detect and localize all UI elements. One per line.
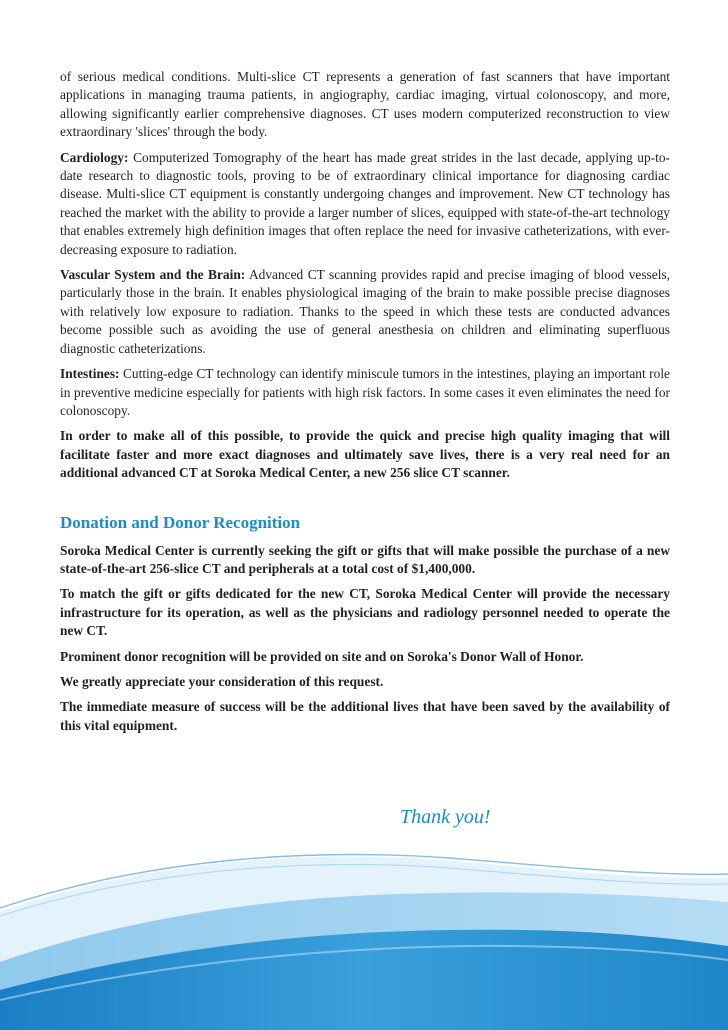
document-body bbox=[60, 68, 670, 742]
donation-paragraph: We greatly appreciate your consideration of this request. bbox=[60, 673, 384, 689]
thank-you-text: Thank you! bbox=[400, 806, 491, 828]
intestines-paragraph bbox=[60, 365, 670, 420]
vascular-text: Advanced CT scanning provides rapid and precise imaging of blood vessels, particularly those in the brain. It enables physiological imaging of the brain to make possible precise diagnoses with relatively low exposure to radiation. Thanks to the speed in which these tests are conducted advances become possible such as avoiding the use of general anesthesia on children and eliminating superfluous diagnostic catheterizations. bbox=[60, 267, 670, 356]
vascular-paragraph bbox=[60, 266, 670, 358]
cardiology-lead: Cardiology: bbox=[60, 149, 129, 165]
cardiology-paragraph bbox=[60, 149, 670, 259]
summary-paragraph: In order to make all of this possible, to provide the quick and precise high quality imaging that will facilitate faster and more exact diagnoses and ultimately save lives, there is a very real need for an additional advanced CT at Soroka Medical Center, a new 256 slice CT scanner. bbox=[60, 428, 670, 481]
intestines-lead: Intestines: bbox=[60, 366, 120, 382]
decorative-wave-footer bbox=[0, 850, 728, 1030]
intestines-text: Cutting-edge CT technology can identify miniscule tumors in the intestines, playing an important role in preventive medicine especially for patients with high risk factors. In some cases it even eliminates the need for colonoscopy. bbox=[60, 366, 670, 418]
donation-paragraph: Prominent donor recognition will be provided on site and on Soroka's Donor Wall of Honor. bbox=[60, 648, 584, 664]
donation-paragraph: Soroka Medical Center is currently seeking the gift or gifts that will make possible the purchase of a new state-of-the-art 256-slice CT and peripherals at a total cost of $1,400,000. bbox=[60, 542, 670, 576]
donation-paragraph: To match the gift or gifts dedicated for the new CT, Soroka Medical Center will provide the necessary infrastructure for its operation, as well as the physicians and radiology personnel needed to operate the new CT. bbox=[60, 586, 670, 639]
vascular-lead: Vascular System and the Brain: bbox=[60, 267, 246, 283]
donation-paragraph: The immediate measure of success will be the additional lives that have been saved by the availability of this vital equipment. bbox=[60, 699, 670, 733]
intro-paragraph: of serious medical conditions. Multi-slice CT represents a generation of fast scanners that have important applications in managing trauma patients, in angiography, cardiac imaging, virtual colonoscopy, and more, allowing significantly earlier comprehensive diagnoses. CT uses modern computerized reconstruction to view extraordinary 'slices' through the body. bbox=[60, 69, 670, 140]
donation-heading: Donation and Donor Recognition bbox=[60, 512, 301, 532]
cardiology-text: Computerized Tomography of the heart has made great strides in the last decade, applying up-to-date research to diagnostic tools, proving to be of extraordinary clinical importance for diagnosing cardiac disease. Multi-slice CT equipment is constantly undergoing changes and improvement. New CT technology has reached the market with the ability to provide a larger number of slices, equipped with state-of-the-art technology that enables extremely high definition images that often replace the need for invasive catheterizations, with ever-decreasing exposure to radiation. bbox=[60, 149, 670, 257]
